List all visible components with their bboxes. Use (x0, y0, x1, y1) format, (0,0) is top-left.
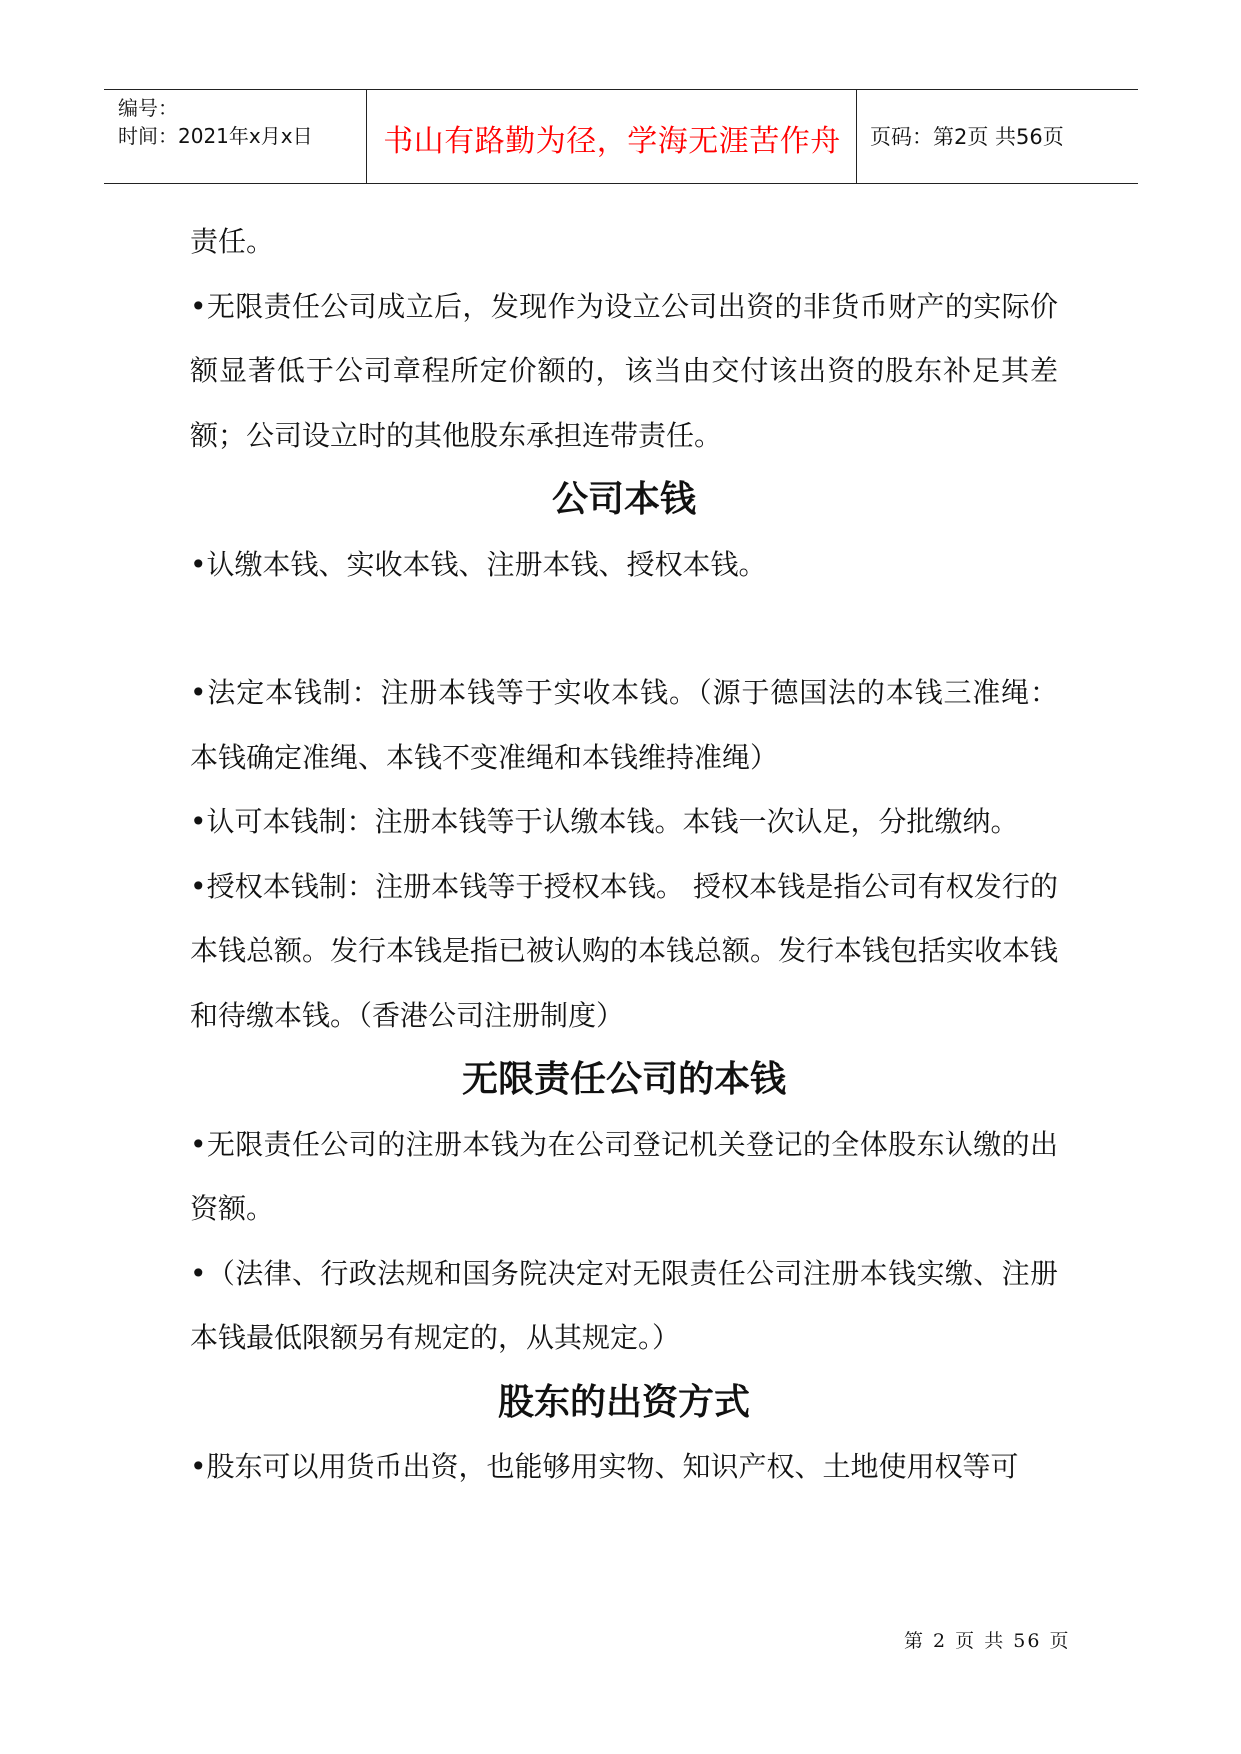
header-motto: 书山有路勤为径，学海无涯苦作舟 (383, 124, 841, 159)
header-divider (366, 90, 367, 183)
header-number-label: 编号： (118, 96, 178, 120)
paragraph: 责任。 (190, 225, 275, 258)
header-divider (856, 90, 857, 183)
paragraph: •股东可以用货币出资，也能够用实物、知识产权、土地使用权等可 (190, 1450, 1019, 1483)
blank-line (190, 597, 1058, 661)
paragraph: •无限责任公司的注册本钱为在公司登记机关登记的全体股东认缴的出资额。 (190, 1127, 1058, 1225)
paragraph: •（法律、行政法规和国务院决定对无限责任公司注册本钱实缴、注册本钱最低限额另有规定的，从其规定。） (190, 1256, 1058, 1354)
paragraph: •授权本钱制：注册本钱等于授权本钱。 授权本钱是指公司有权发行的本钱总额。发行本钱是指已被认购的本钱总额。发行本钱包括实收本钱和待缴本钱。（香港公司注册制度） (190, 869, 1059, 1032)
section-heading: 公司本钱 (551, 479, 696, 520)
paragraph: •无限责任公司成立后，发现作为设立公司出资的非货币财产的实际价额显著低于公司章程所定价额的，该当由交付该出资的股东补足其差额；公司设立时的其他股东承担连带责任。 (190, 289, 1058, 452)
paragraph: •法定本钱制：注册本钱等于实收本钱。（源于德国法的本钱三准绳：本钱确定准绳、本钱不变准绳和本钱维持准绳） (190, 676, 1058, 774)
page-footer: 第 2 页 共 56 页 (904, 1630, 1071, 1652)
document-body (190, 210, 1058, 1500)
section-heading: 股东的出资方式 (497, 1381, 750, 1423)
section-heading: 无限责任公司的本钱 (461, 1059, 786, 1100)
paragraph: •认可本钱制：注册本钱等于认缴本钱。本钱一次认足，分批缴纳。 (190, 805, 1019, 838)
header-page-info: 页码：第2页 共56页 (870, 125, 1064, 149)
paragraph: •认缴本钱、实收本钱、注册本钱、授权本钱。 (190, 547, 767, 581)
header-meta (118, 94, 313, 150)
header-time-label: 时间：2021年x月x日 (118, 124, 313, 148)
page-header (104, 89, 1138, 184)
